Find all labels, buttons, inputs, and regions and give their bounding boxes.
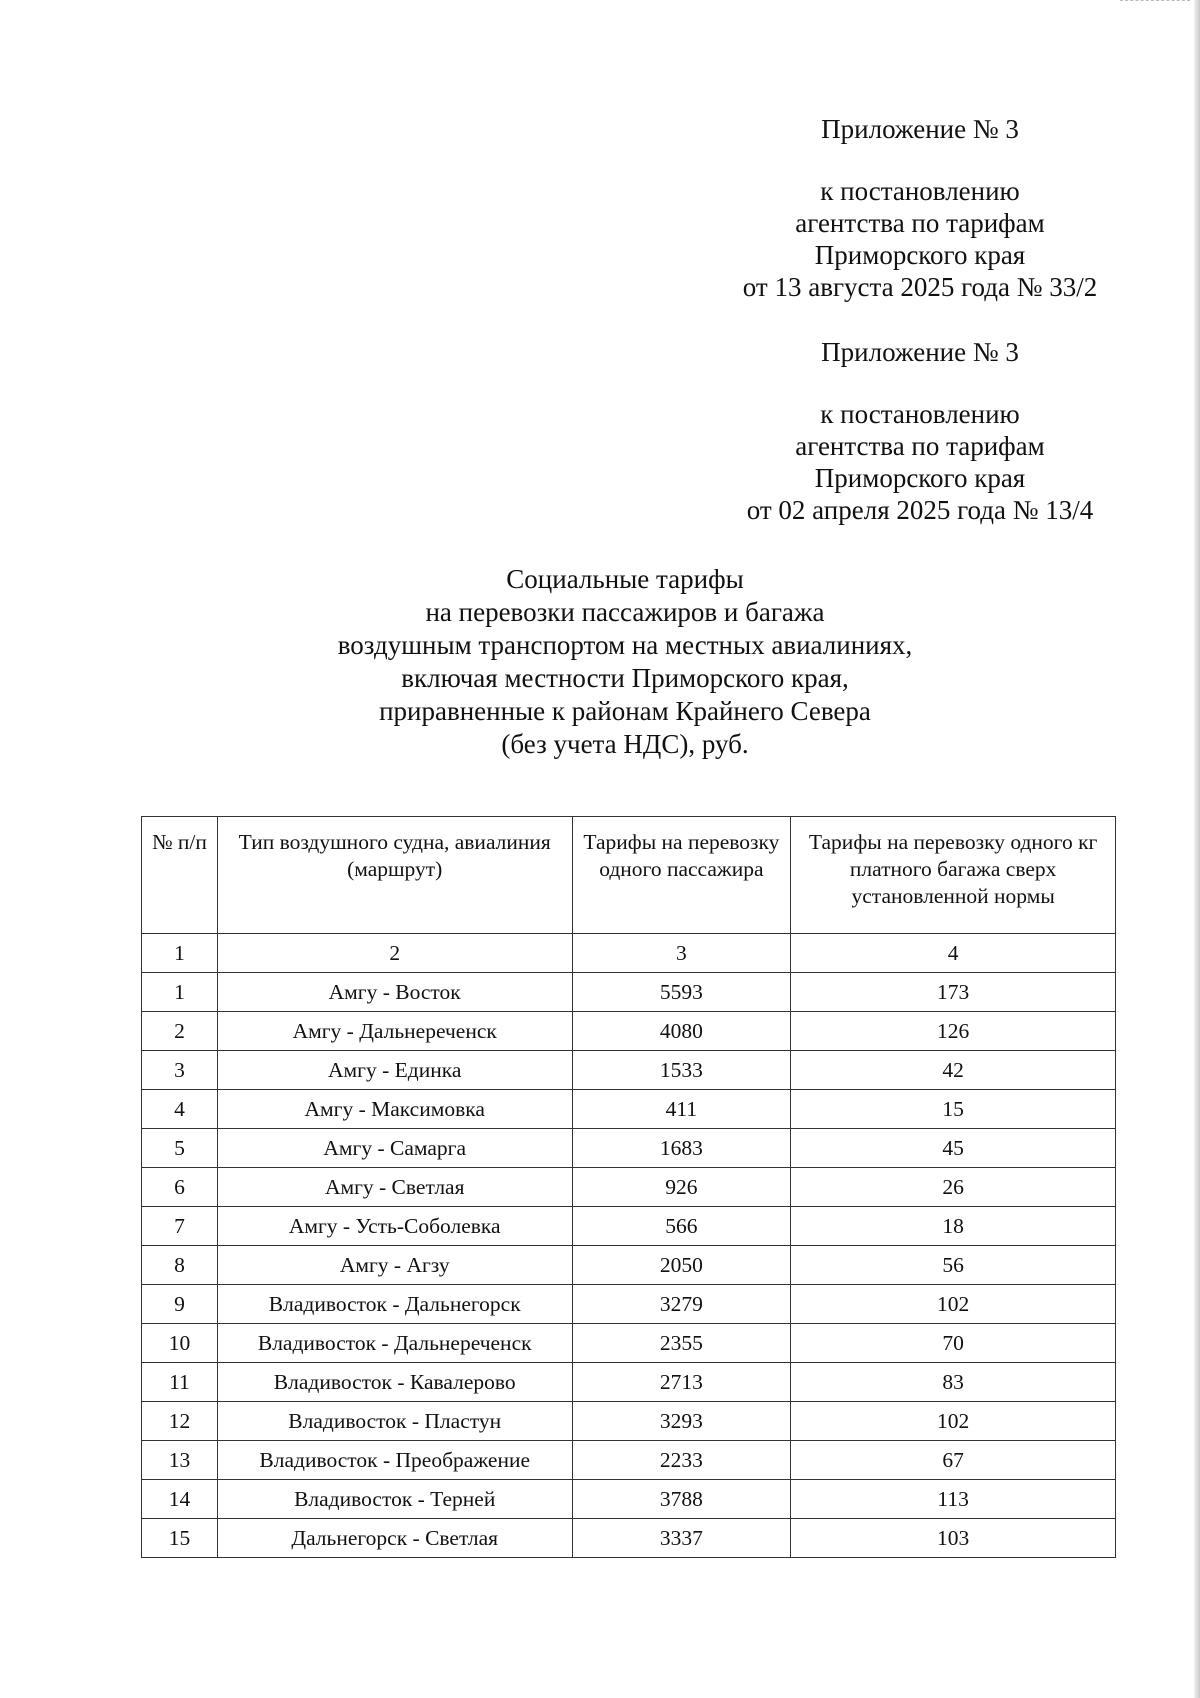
passenger-tariff-cell: 411: [572, 1090, 791, 1129]
header-passenger-tariff: Тарифы на перевозку одного пассажира: [572, 817, 791, 934]
route-cell: Владивосток - Пластун: [217, 1402, 572, 1441]
table-row: [142, 1168, 1116, 1207]
row-number: 2: [142, 1012, 218, 1051]
column-number: 3: [572, 934, 791, 973]
annex-title: Приложение № 3: [821, 337, 1019, 367]
route-cell: Амгу - Единка: [217, 1051, 572, 1090]
annex-line: Приморского края: [814, 240, 1026, 270]
passenger-tariff-cell: 3279: [572, 1285, 791, 1324]
title-line: на перевозки пассажиров и багажа: [425, 597, 825, 627]
annex-title: Приложение № 3: [821, 114, 1019, 144]
route-cell: Владивосток - Дальнегорск: [217, 1285, 572, 1324]
route-cell: Амгу - Усть-Соболевка: [217, 1207, 572, 1246]
column-number-row: [142, 934, 1116, 973]
table-row: [142, 1285, 1116, 1324]
passenger-tariff-cell: 2233: [572, 1441, 791, 1480]
table-row: [142, 1519, 1116, 1558]
table-row: [142, 1051, 1116, 1090]
baggage-tariff-cell: 102: [791, 1285, 1116, 1324]
passenger-tariff-cell: 3788: [572, 1480, 791, 1519]
table-row: [142, 1012, 1116, 1051]
tariff-table: [141, 816, 1116, 1558]
route-cell: Амгу - Самарга: [217, 1129, 572, 1168]
row-number: 9: [142, 1285, 218, 1324]
annex-date-line: от 02 апреля 2025 года № 13/4: [746, 495, 1094, 525]
row-number: 8: [142, 1246, 218, 1285]
scan-corner-mark: [1120, 0, 1190, 5]
table-header-row: [142, 817, 1116, 934]
row-number: 4: [142, 1090, 218, 1129]
route-cell: Амгу - Дальнереченск: [217, 1012, 572, 1051]
title-line: включая местности Приморского края,: [401, 663, 849, 693]
column-number: 1: [142, 934, 218, 973]
annex-line: к постановлению: [820, 399, 1020, 429]
document-title: [230, 563, 1020, 761]
title-line: Социальные тарифы: [506, 564, 744, 594]
route-cell: Владивосток - Дальнереченск: [217, 1324, 572, 1363]
route-cell: Амгу - Агзу: [217, 1246, 572, 1285]
table-row: [142, 973, 1116, 1012]
row-number: 12: [142, 1402, 218, 1441]
table-row: [142, 1324, 1116, 1363]
passenger-tariff-cell: 1533: [572, 1051, 791, 1090]
table-row: [142, 1246, 1116, 1285]
table-row: [142, 1090, 1116, 1129]
row-number: 7: [142, 1207, 218, 1246]
annex-line: агентства по тарифам: [795, 208, 1045, 238]
baggage-tariff-cell: 56: [791, 1246, 1116, 1285]
route-cell: Амгу - Максимовка: [217, 1090, 572, 1129]
passenger-tariff-cell: 4080: [572, 1012, 791, 1051]
route-cell: Амгу - Восток: [217, 973, 572, 1012]
row-number: 14: [142, 1480, 218, 1519]
row-number: 15: [142, 1519, 218, 1558]
baggage-tariff-cell: 67: [791, 1441, 1116, 1480]
baggage-tariff-cell: 26: [791, 1168, 1116, 1207]
baggage-tariff-cell: 113: [791, 1480, 1116, 1519]
baggage-tariff-cell: 70: [791, 1324, 1116, 1363]
passenger-tariff-cell: 2050: [572, 1246, 791, 1285]
row-number: 13: [142, 1441, 218, 1480]
row-number: 6: [142, 1168, 218, 1207]
title-line: приравненные к районам Крайнего Севера: [379, 696, 871, 726]
passenger-tariff-cell: 2355: [572, 1324, 791, 1363]
route-cell: Дальнегорск - Светлая: [217, 1519, 572, 1558]
passenger-tariff-cell: 5593: [572, 973, 791, 1012]
table-row: [142, 1129, 1116, 1168]
passenger-tariff-cell: 2713: [572, 1363, 791, 1402]
passenger-tariff-cell: 566: [572, 1207, 791, 1246]
row-number: 1: [142, 973, 218, 1012]
column-number: 2: [217, 934, 572, 973]
column-number: 4: [791, 934, 1116, 973]
passenger-tariff-cell: 3293: [572, 1402, 791, 1441]
row-number: 11: [142, 1363, 218, 1402]
annex-block-current: [700, 113, 1140, 303]
scan-edge-shadow: [1194, 0, 1200, 1698]
row-number: 10: [142, 1324, 218, 1363]
table-row: [142, 1363, 1116, 1402]
header-number: № п/п: [142, 817, 218, 934]
route-cell: Владивосток - Кавалерово: [217, 1363, 572, 1402]
baggage-tariff-cell: 126: [791, 1012, 1116, 1051]
table-row: [142, 1207, 1116, 1246]
baggage-tariff-cell: 15: [791, 1090, 1116, 1129]
header-route: Тип воздушного судна, авиалиния (маршрут): [217, 817, 572, 934]
header-baggage-tariff: Тарифы на перевозку одного кг платного багажа сверх установленной нормы: [791, 817, 1116, 934]
annex-line: к постановлению: [820, 176, 1020, 206]
baggage-tariff-cell: 42: [791, 1051, 1116, 1090]
passenger-tariff-cell: 1683: [572, 1129, 791, 1168]
title-line: воздушным транспортом на местных авиалиниях,: [337, 630, 913, 660]
baggage-tariff-cell: 103: [791, 1519, 1116, 1558]
baggage-tariff-cell: 102: [791, 1402, 1116, 1441]
route-cell: Владивосток - Преображение: [217, 1441, 572, 1480]
table-row: [142, 1480, 1116, 1519]
row-number: 3: [142, 1051, 218, 1090]
baggage-tariff-cell: 18: [791, 1207, 1116, 1246]
annex-line: агентства по тарифам: [795, 431, 1045, 461]
route-cell: Владивосток - Терней: [217, 1480, 572, 1519]
route-cell: Амгу - Светлая: [217, 1168, 572, 1207]
baggage-tariff-cell: 45: [791, 1129, 1116, 1168]
baggage-tariff-cell: 83: [791, 1363, 1116, 1402]
title-line: (без учета НДС), руб.: [501, 729, 749, 759]
annex-date-line: от 13 августа 2025 года № 33/2: [742, 272, 1098, 302]
passenger-tariff-cell: 3337: [572, 1519, 791, 1558]
table-row: [142, 1441, 1116, 1480]
row-number: 5: [142, 1129, 218, 1168]
annex-block-previous: [700, 336, 1140, 526]
baggage-tariff-cell: 173: [791, 973, 1116, 1012]
table-row: [142, 1402, 1116, 1441]
passenger-tariff-cell: 926: [572, 1168, 791, 1207]
annex-line: Приморского края: [814, 463, 1026, 493]
